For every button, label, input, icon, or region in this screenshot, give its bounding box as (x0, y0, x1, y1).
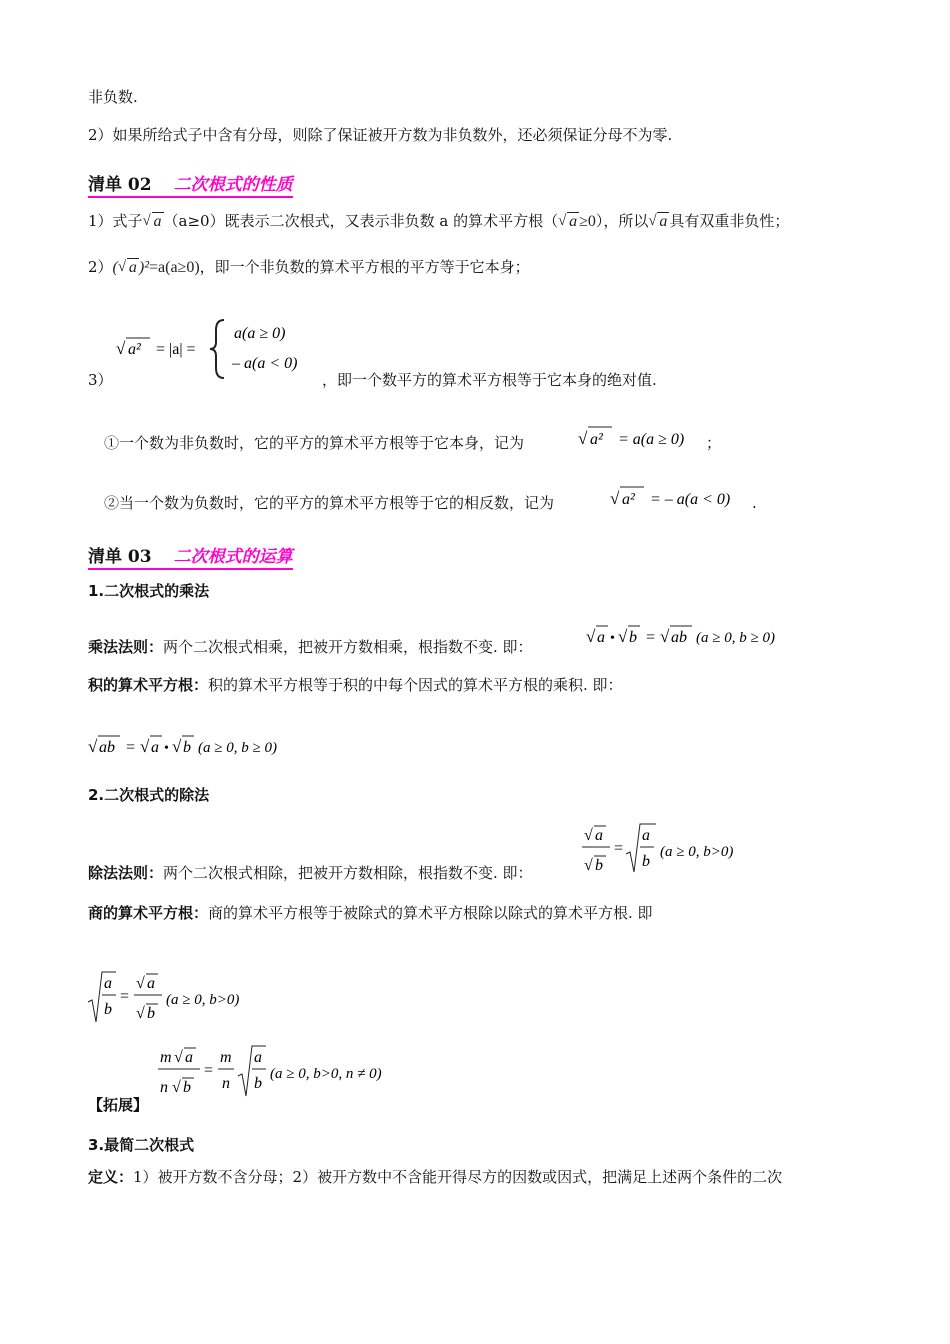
svg-text:n: n (160, 1079, 168, 1096)
svg-text:•: • (164, 741, 169, 756)
svg-text:a: a (185, 1049, 193, 1066)
rhs-text: = a(a ≥ 0) (618, 431, 685, 448)
svg-text:b: b (183, 1079, 191, 1096)
case-text: a(a ≥ 0) (234, 325, 286, 342)
svg-text:(a ≥ 0, b ≥ 0): (a ≥ 0, b ≥ 0) (198, 740, 277, 756)
svg-text:=: = (204, 1062, 214, 1079)
svg-text:√: √ (584, 827, 593, 844)
svg-text:√: √ (578, 429, 588, 448)
text-line: 3） (88, 371, 113, 389)
rule-text: 两个二次根式相乘，把被开方数相乘，根指数不变. 即： (163, 638, 533, 656)
subheading: 3.最简二次根式 (88, 1136, 195, 1154)
svg-text:b: b (595, 857, 603, 874)
section-heading (88, 542, 293, 567)
text-segment: ，即一个非负数的算术平方根的平方等于它本身； (199, 258, 530, 276)
svg-text:a: a (254, 1049, 262, 1066)
rule-label: 除法法则： (88, 864, 164, 882)
piecewise-formula (112, 316, 342, 386)
formula (86, 968, 286, 1032)
svg-text:ab: ab (671, 629, 687, 646)
text-line: 非负数. (88, 88, 138, 106)
square-of-root-expr: ( √ a )²=a(a≥0) (112, 259, 200, 276)
svg-text:a: a (597, 629, 605, 646)
section-title: 二次根式的运算 (173, 547, 293, 567)
svg-text:b: b (642, 853, 650, 870)
section-heading (88, 170, 293, 195)
rule-line (88, 862, 533, 884)
text-line: ②当一个数为负数时，它的平方的算术平方根等于它的相反数，记为 (104, 494, 555, 512)
rule-line (88, 674, 623, 696)
svg-text:√: √ (116, 339, 126, 358)
svg-text:=: = (120, 988, 130, 1005)
extension-label: 【拓展】 (88, 1096, 149, 1114)
formula (584, 618, 804, 658)
radicand-text: a² (622, 491, 635, 508)
text-line: ，即一个数平方的算术平方根等于它本身的绝对值. (322, 371, 657, 389)
rule-label: 乘法法则： (88, 638, 164, 656)
svg-text:n: n (222, 1075, 230, 1092)
svg-text:√: √ (140, 737, 150, 756)
svg-text:b: b (183, 739, 191, 756)
svg-text:b: b (254, 1075, 262, 1092)
text-segment: 2） (88, 258, 113, 276)
rule-line (88, 1166, 782, 1188)
rule-text: 两个二次根式相除，把被开方数相除，根指数不变. 即： (163, 864, 533, 882)
svg-text:b: b (104, 1001, 112, 1018)
rule-text: 积的算术平方根等于积的中每个因式的算术平方根的乘积. 即： (208, 676, 623, 694)
svg-text:√: √ (586, 627, 596, 646)
svg-text:√: √ (610, 489, 620, 508)
svg-text:a: a (147, 975, 155, 992)
text-line: . (752, 494, 757, 512)
svg-text:=: = (126, 739, 136, 756)
section-number: 清单 03 (88, 547, 152, 567)
svg-text:√: √ (136, 1005, 145, 1022)
svg-text:(a ≥ 0, b ≥ 0): (a ≥ 0, b ≥ 0) (696, 630, 775, 646)
section-title: 二次根式的性质 (173, 175, 293, 195)
svg-text:√: √ (618, 627, 628, 646)
radicand-text: a² (590, 431, 603, 448)
svg-text:(a ≥ 0, b>0, n ≠ 0): (a ≥ 0, b>0, n ≠ 0) (270, 1066, 382, 1082)
text-segment: （a≥0）既表示二次根式，又表示非负数 a 的算术平方根（ (163, 212, 559, 230)
rhs-text: = – a(a < 0) (650, 491, 731, 508)
subheading: 2.二次根式的除法 (88, 786, 210, 804)
svg-text:√: √ (584, 857, 593, 874)
svg-text:ab: ab (99, 739, 115, 756)
svg-text:a: a (642, 827, 650, 844)
svg-text:√: √ (174, 1049, 183, 1066)
text-segment: 1）式子 (88, 212, 143, 230)
radicand-text: a² (128, 341, 141, 358)
section-underline (88, 568, 293, 570)
svg-text:√: √ (172, 1079, 181, 1096)
svg-text:a: a (151, 739, 159, 756)
rule-label: 商的算术平方根： (88, 904, 209, 922)
rule-line (88, 902, 653, 924)
section-underline (88, 196, 293, 198)
formula (608, 478, 768, 518)
rule-line (88, 636, 533, 658)
svg-text:√: √ (660, 627, 670, 646)
radical-expr: √ a (648, 213, 668, 230)
property-line (88, 210, 789, 233)
svg-text:m: m (160, 1049, 172, 1066)
text-line: 2）如果所给式子中含有分母，则除了保证被开方数为非负数外，还必须保证分母不为零. (88, 126, 673, 144)
svg-text:(a ≥ 0, b>0): (a ≥ 0, b>0) (166, 992, 240, 1008)
svg-text:√: √ (172, 737, 182, 756)
formula (86, 728, 316, 768)
rule-text: 1）被开方数不含分母；2）被开方数中不含能开得尽方的因数或因式，把满足上述两个条件的二次 (133, 1168, 783, 1186)
rule-label: 定义： (88, 1168, 134, 1186)
svg-text:•: • (610, 631, 615, 646)
abs-text: = |a| = (156, 341, 196, 358)
rule-text: 商的算术平方根等于被除式的算术平方根除以除式的算术平方根. 即 (208, 904, 653, 922)
subheading: 1.二次根式的乘法 (88, 582, 210, 600)
svg-text:b: b (629, 629, 637, 646)
svg-text:a: a (595, 827, 603, 844)
svg-text:√: √ (136, 975, 145, 992)
text-segment: ），所以 (595, 212, 649, 230)
svg-text:a: a (104, 975, 112, 992)
svg-text:m: m (220, 1049, 232, 1066)
text-line: ； (706, 434, 722, 452)
svg-text:(a ≥ 0, b>0): (a ≥ 0, b>0) (660, 844, 734, 860)
case-text: – a(a < 0) (232, 355, 298, 372)
radical-expr: √ a ≥0 (558, 213, 596, 230)
property-line (88, 256, 530, 279)
svg-text:=: = (646, 629, 656, 646)
text-line: ①一个数为非负数时，它的平方的算术平方根等于它本身，记为 (104, 434, 525, 452)
section-number: 清单 02 (88, 175, 152, 195)
text-segment: 具有双重非负性； (669, 212, 790, 230)
formula (576, 418, 726, 458)
svg-text:b: b (147, 1005, 155, 1022)
formula (156, 1042, 416, 1106)
svg-text:√: √ (88, 737, 98, 756)
rule-label: 积的算术平方根： (88, 676, 209, 694)
formula (580, 820, 770, 884)
svg-text:=: = (614, 840, 624, 857)
radical-expr: √ a (142, 213, 162, 230)
